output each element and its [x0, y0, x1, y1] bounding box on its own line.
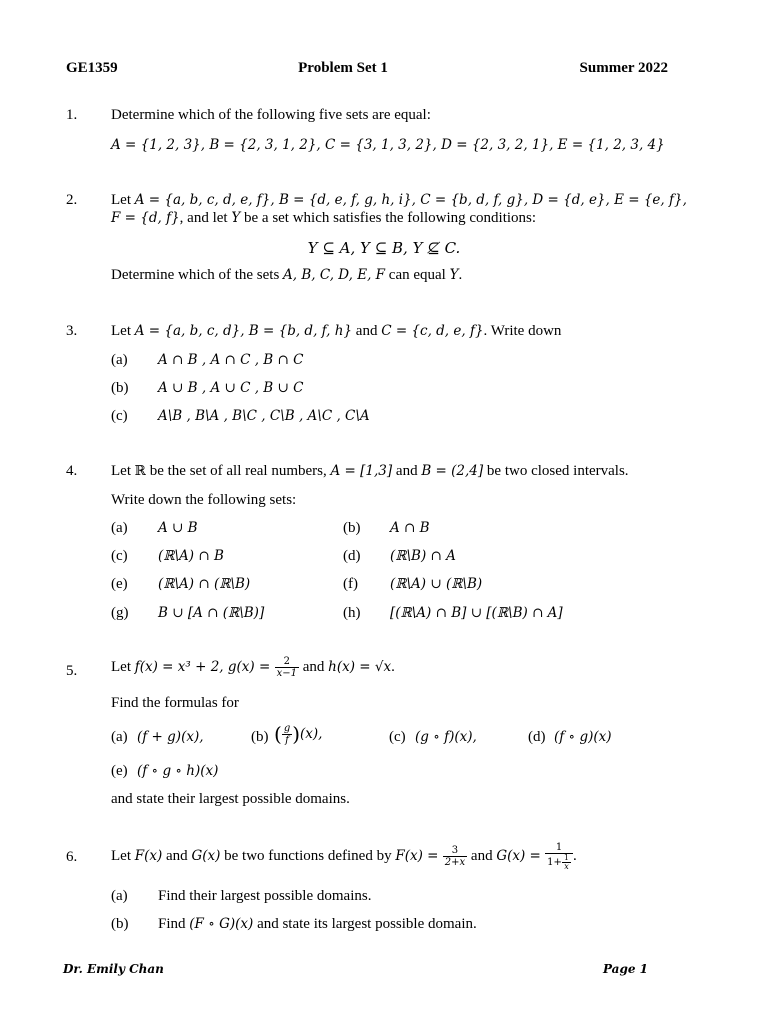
q4-interval-a: A = [1,3]: [330, 463, 393, 479]
q4a-expr: A ∪ B: [158, 520, 198, 536]
q4-let: Let: [111, 463, 135, 479]
q4-intro: [111, 463, 629, 480]
q3-let: Let: [111, 323, 135, 339]
q6-G-den-pre: 1+: [547, 857, 562, 868]
q4g-expr: B ∪ [A ∩ (ℝ\B)]: [158, 605, 265, 621]
footer-page: Page 1: [602, 962, 648, 976]
q6-intro: [111, 842, 577, 871]
q4-line2: Write down the following sets:: [111, 492, 297, 508]
q5c-expr: (g ∘ f)(x),: [415, 729, 477, 745]
q4-reals: ℝ: [134, 463, 146, 479]
q6b-text: [158, 916, 477, 933]
q6b-label: (b): [111, 916, 129, 932]
q6-G-fraction: [545, 842, 573, 871]
q5-g-fraction: [275, 656, 299, 679]
q5b-expr: (x),: [300, 726, 323, 742]
q6-G-denominator: [545, 854, 573, 871]
q5d-expr: (f ∘ g)(x): [554, 729, 612, 745]
q4-interval-b: B = (2,4]: [421, 463, 484, 479]
q6b-post: and state its largest possible domain.: [253, 916, 477, 932]
q6-G: G(x): [191, 847, 221, 864]
q2-question-mid: can equal: [385, 267, 450, 283]
q6-end: .: [573, 847, 577, 864]
q6-mid: be two functions defined by: [220, 847, 396, 864]
q6b-find: Find: [158, 916, 190, 932]
q1-sets: A = {1, 2, 3}, B = {2, 3, 1, 2}, C = {3, 1, 3, 2}, D = {2, 3, 2, 1}, E = {1, 2, 3, 4}: [111, 137, 665, 153]
q6-G-den-denominator: x: [564, 862, 569, 871]
q2-set-f: F = {d, f}: [111, 210, 180, 226]
q3a-label: (a): [111, 352, 128, 368]
q5-line2: Find the formulas for: [111, 695, 239, 711]
q5b-numerator: g: [283, 722, 291, 734]
q5-g-denominator: x−1: [276, 668, 297, 679]
q5e-expr: (f ∘ g ∘ h)(x): [137, 763, 219, 779]
q4e-label: (e): [111, 576, 128, 592]
q5a-expr: (f + g)(x),: [137, 729, 204, 745]
q6-F-def: F(x) =: [395, 847, 443, 864]
q5-closing: and state their largest possible domains.: [111, 791, 350, 807]
q6-F-fraction: [443, 845, 467, 868]
q3b-expr: A ∪ B , A ∪ C , B ∪ C: [158, 380, 304, 396]
footer-author: Dr. Emily Chan: [63, 962, 164, 976]
q6-and2: and: [467, 847, 497, 864]
q2-question-end: .: [458, 267, 463, 283]
q4a-label: (a): [111, 520, 128, 536]
q4b-expr: A ∩ B: [390, 520, 430, 536]
q4-number: 4.: [66, 463, 78, 479]
q5c-label: (c): [389, 729, 406, 745]
q4f-label: (f): [343, 576, 358, 592]
document-title: Problem Set 1: [298, 60, 388, 76]
q5b-paren-open: (: [274, 722, 282, 746]
q4b-label: (b): [343, 520, 361, 536]
q3-write-down: . Write down: [483, 323, 562, 339]
q5-intro: [111, 656, 395, 679]
q4h-expr: [(ℝ\A) ∩ B] ∪ [(ℝ\B) ∩ A]: [390, 605, 563, 621]
q4c-expr: (ℝ\A) ∩ B: [158, 548, 224, 564]
q5d-label: (d): [528, 729, 546, 745]
q1-text: Determine which of the following five sets are equal:: [111, 107, 431, 123]
q4h-label: (h): [343, 605, 361, 621]
q5-and: and: [298, 658, 329, 675]
q2-set-defs: A = {a, b, c, d, e, f}, B = {d, e, f, g, h, i}, C = {b, d, f, g}, D = {d, e}, E = {e, f},: [134, 192, 687, 208]
q5e-label: (e): [111, 763, 128, 779]
q6-F: F(x): [134, 847, 163, 864]
q5a-label: (a): [111, 729, 128, 745]
q4-mid1: be the set of all real numbers,: [145, 463, 331, 479]
q5-let: Let: [111, 658, 135, 675]
q2-line1: [111, 192, 687, 209]
course-code: GE1359: [66, 60, 118, 76]
q3c-expr: A\B , B\A , B\C , C\B , A\C , C\A: [158, 408, 370, 424]
q6-G-den-numerator: 1: [563, 853, 569, 862]
q6-and1: and: [162, 847, 192, 864]
q2-y: Y: [231, 210, 241, 226]
q5b-denominator: f: [285, 734, 289, 746]
q2-conditions-intro: be a set which satisfies the following conditions:: [240, 210, 537, 226]
q3-sets-ab: A = {a, b, c, d}, B = {b, d, f, h}: [134, 323, 353, 339]
q3a-expr: A ∩ B , A ∩ C , B ∩ C: [158, 352, 304, 368]
q1-number: 1.: [66, 107, 78, 123]
q4e-expr: (ℝ\A) ∩ (ℝ\B): [158, 576, 251, 592]
q4d-label: (d): [343, 548, 361, 564]
q3-and: and: [352, 323, 382, 339]
q6a-label: (a): [111, 888, 128, 904]
q5b-paren-close: ): [292, 722, 301, 746]
q4d-expr: (ℝ\B) ∩ A: [390, 548, 456, 564]
q2-question-sets: A, B, C, D, E, F: [283, 267, 386, 283]
q2-conditions: Y ⊆ A, Y ⊆ B, Y ⊈ C.: [307, 239, 461, 257]
q6b-expr: (F ∘ G)(x): [189, 916, 254, 932]
q4-post: be two closed intervals.: [483, 463, 629, 479]
q3b-label: (b): [111, 380, 129, 396]
q5-g-numerator: 2: [275, 656, 299, 668]
q4-and: and: [392, 463, 422, 479]
term: Summer 2022: [579, 60, 668, 76]
q6-F-numerator: 3: [443, 845, 467, 857]
q4g-label: (g): [111, 605, 129, 621]
q5b-label: (b): [251, 729, 269, 745]
q5b-fraction: [282, 723, 292, 746]
q3-set-c: C = {c, d, e, f}: [381, 323, 484, 339]
q2-number: 2.: [66, 192, 78, 208]
q6-G-numerator: 1: [545, 842, 573, 854]
q6-G-den-fraction: [562, 854, 571, 871]
q6a-text: Find their largest possible domains.: [158, 888, 372, 904]
q2-line2: [111, 210, 536, 227]
q4c-label: (c): [111, 548, 128, 564]
q5-number: 5.: [66, 663, 78, 679]
q6-let: Let: [111, 847, 135, 864]
q3-number: 3.: [66, 323, 78, 339]
q2-question: [111, 267, 462, 284]
q2-let: Let: [111, 192, 135, 208]
q5b-expr-wrap: [274, 722, 322, 746]
q4f-expr: (ℝ\A) ∪ (ℝ\B): [390, 576, 483, 592]
q6-G-def: G(x) =: [496, 847, 546, 864]
q3-intro: [111, 323, 561, 340]
q2-question-pre: Determine which of the sets: [111, 267, 284, 283]
q5-f-g: f(x) = x³ + 2, g(x) =: [134, 658, 275, 675]
q2-question-y: Y: [449, 267, 459, 283]
q2-and-let: , and let: [179, 210, 232, 226]
q5-h: h(x) = √x: [328, 658, 392, 675]
q6-F-denominator: 2+x: [444, 857, 466, 868]
q3c-label: (c): [111, 408, 128, 424]
q5-end: .: [391, 658, 395, 675]
q6-number: 6.: [66, 849, 78, 865]
